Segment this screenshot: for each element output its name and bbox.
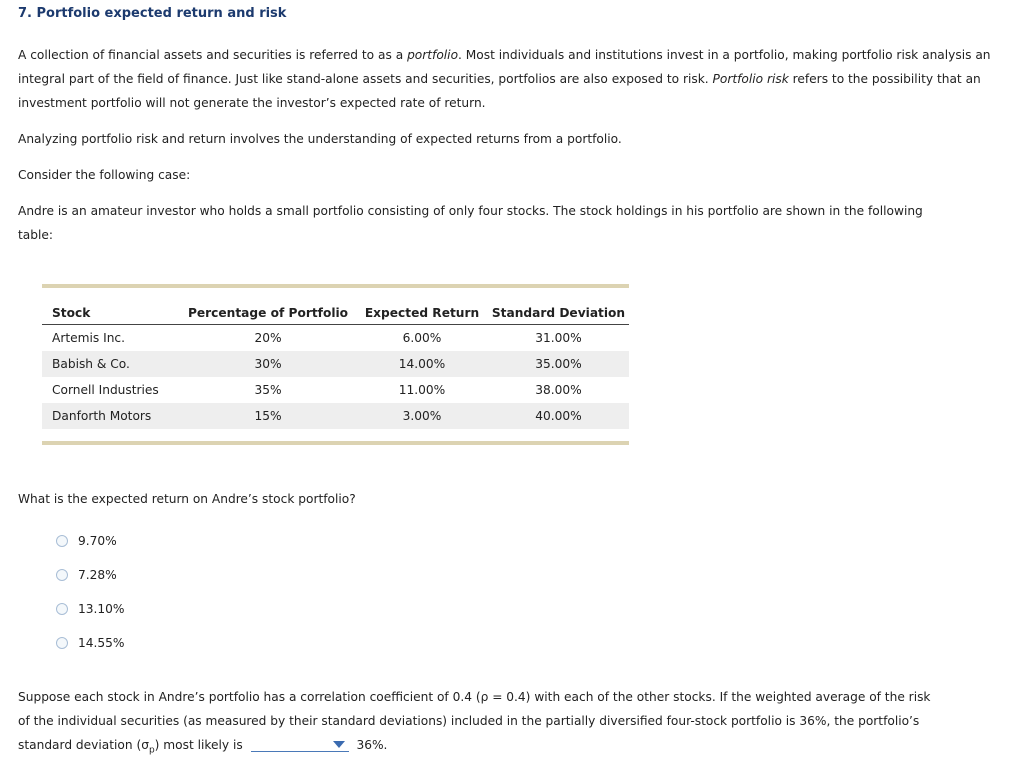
intro-paragraph: A collection of financial assets and securities is referred to as a portfolio. Most individuals and institutions invest in a portfolio, making portfolio risk analysis an integral part of the field of finance. Just like stand-alone assets and securities, portfolios are also exposed to risk. Portfolio risk refers to the possibility that an investment portfolio will not generate the investor’s expected rate of return. [18,48,991,110]
option-1[interactable] [56,531,117,551]
comparison-dropdown[interactable] [251,737,349,752]
analysis-paragraph: Analyzing portfolio risk and return involves the understanding of expected returns from a portfolio. [18,132,622,146]
header-expected-return: Expected Return [356,288,488,325]
option-label: 7.28% [78,568,117,582]
radio-button[interactable] [56,637,68,649]
header-stock: Stock [42,288,180,325]
header-standard-deviation: Standard Deviation [488,288,629,325]
header-percentage: Percentage of Portfolio [180,288,356,325]
question-portfolio-risk: Suppose each stock in Andre’s portfolio has a correlation coefficient of 0.4 (ρ = 0.4) with each of the other stocks. If the weighted average of the risk of the individual securities (as measured by their standard deviations) included in the partially diversified four-stock portfolio is 36%, the portfolio’s standard deviation $(\sigma_p)$ most likely is 36%. [18,690,931,756]
radio-button[interactable] [56,535,68,547]
question-title: 7. Portfolio expected return and risk [18,6,287,21]
option-label: 13.10% [78,602,125,616]
chevron-down-icon[interactable] [333,741,345,748]
radio-button[interactable] [56,603,68,615]
case-intro: Consider the following case: [18,168,191,182]
term-portfolio-risk: Portfolio risk [712,72,789,86]
option-4[interactable] [56,633,124,653]
option-label: 14.55% [78,636,125,650]
option-3[interactable] [56,599,124,619]
question-expected-return: What is the expected return on Andre’s stock portfolio? [18,492,356,506]
case-paragraph: Andre is an amateur investor who holds a small portfolio consisting of only four stocks. The stock holdings in his portfolio are shown in the following table: [18,204,923,242]
table-bottom-bar [42,441,629,445]
option-2[interactable] [56,565,117,585]
radio-button[interactable] [56,569,68,581]
table-row: Cornell Industries 35% 11.00% 38.00% [52,383,582,397]
table-row: Artemis Inc. 20% 6.00% 31.00% [52,331,582,345]
term-portfolio: portfolio [407,48,459,62]
table-row: Danforth Motors 15% 3.00% 40.00% [42,403,629,429]
table-row: Babish & Co. 30% 14.00% 35.00% [42,351,629,377]
option-label: 9.70% [78,534,117,548]
stock-holdings-table [42,284,629,445]
